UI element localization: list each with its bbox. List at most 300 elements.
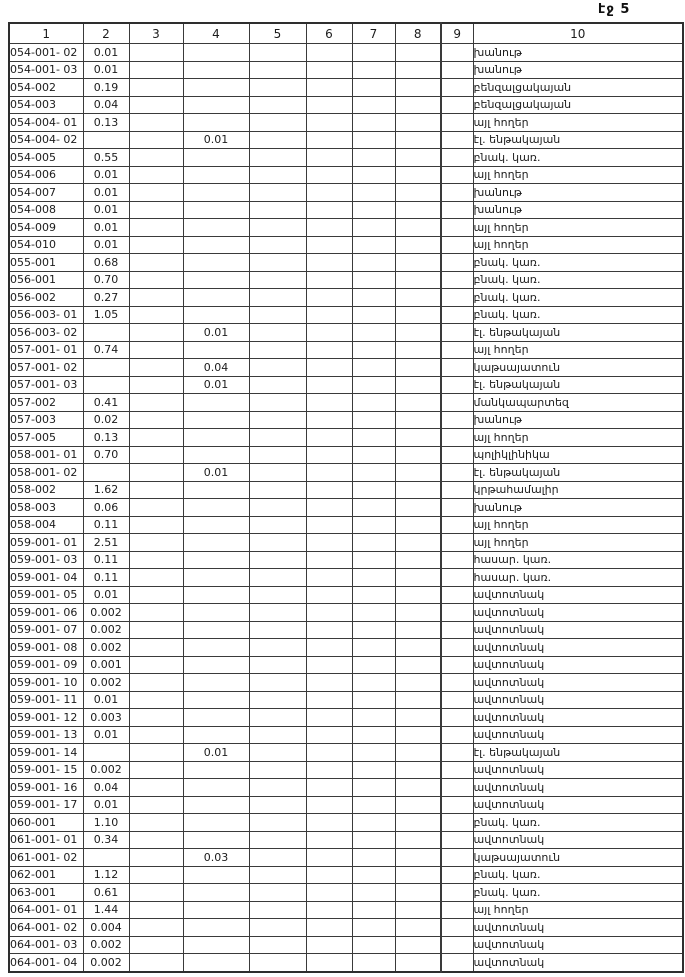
table-cell bbox=[306, 849, 352, 867]
table-cell: խանութ bbox=[473, 61, 683, 79]
table-cell bbox=[306, 709, 352, 727]
table-cell bbox=[441, 149, 473, 167]
table-cell bbox=[306, 604, 352, 622]
table-cell: 057-003 bbox=[9, 411, 83, 429]
table-cell bbox=[352, 866, 395, 884]
table-cell: 059-001- 12 bbox=[9, 709, 83, 727]
table-cell bbox=[183, 236, 249, 254]
table-cell bbox=[395, 709, 441, 727]
table-cell bbox=[441, 411, 473, 429]
table-cell bbox=[129, 831, 183, 849]
table-cell bbox=[395, 254, 441, 272]
table-cell bbox=[352, 761, 395, 779]
table-cell bbox=[352, 604, 395, 622]
table-cell bbox=[352, 901, 395, 919]
table-cell bbox=[352, 499, 395, 517]
table-cell bbox=[352, 446, 395, 464]
table-cell bbox=[395, 691, 441, 709]
table-cell bbox=[249, 79, 306, 97]
table-cell bbox=[83, 464, 129, 482]
table-row bbox=[9, 796, 683, 814]
table-cell bbox=[441, 779, 473, 797]
table-cell bbox=[183, 201, 249, 219]
table-cell: ավտոտնակ bbox=[473, 621, 683, 639]
table-cell bbox=[441, 114, 473, 132]
table-cell bbox=[395, 656, 441, 674]
table-cell: 059-001- 10 bbox=[9, 674, 83, 692]
table-cell: 059-001- 07 bbox=[9, 621, 83, 639]
table-cell bbox=[249, 919, 306, 937]
table-cell: խանութ bbox=[473, 184, 683, 202]
table-cell: 0.01 bbox=[83, 201, 129, 219]
table-cell: բնակ. կառ. bbox=[473, 289, 683, 307]
table-cell bbox=[352, 324, 395, 342]
table-cell: այլ հողեր bbox=[473, 219, 683, 237]
table-cell bbox=[352, 831, 395, 849]
table-cell bbox=[306, 866, 352, 884]
table-cell bbox=[183, 341, 249, 359]
table-cell bbox=[306, 674, 352, 692]
table-cell bbox=[441, 534, 473, 552]
table-cell bbox=[129, 919, 183, 937]
table-cell bbox=[395, 184, 441, 202]
table-cell bbox=[249, 254, 306, 272]
column-header: 10 bbox=[473, 23, 683, 44]
table-cell bbox=[441, 884, 473, 902]
table-cell: ավտոտնակ bbox=[473, 761, 683, 779]
table-cell bbox=[306, 464, 352, 482]
table-cell bbox=[441, 394, 473, 412]
table-cell bbox=[249, 779, 306, 797]
table-cell: 056-003- 02 bbox=[9, 324, 83, 342]
table-cell: 059-001- 17 bbox=[9, 796, 83, 814]
table-cell bbox=[395, 569, 441, 587]
table-cell: 054-003 bbox=[9, 96, 83, 114]
table-row bbox=[9, 936, 683, 954]
table-cell bbox=[249, 709, 306, 727]
table-cell: 061-001- 01 bbox=[9, 831, 83, 849]
table-cell bbox=[352, 569, 395, 587]
table-cell: 0.04 bbox=[83, 779, 129, 797]
table-cell bbox=[249, 44, 306, 62]
table-cell bbox=[441, 761, 473, 779]
table-row bbox=[9, 96, 683, 114]
table-cell bbox=[352, 149, 395, 167]
table-cell bbox=[441, 954, 473, 972]
table-cell bbox=[352, 341, 395, 359]
table-cell bbox=[306, 499, 352, 517]
table-cell bbox=[249, 219, 306, 237]
table-row bbox=[9, 236, 683, 254]
table-cell bbox=[249, 166, 306, 184]
table-cell: ավտոտնակ bbox=[473, 796, 683, 814]
table-cell bbox=[306, 166, 352, 184]
table-cell bbox=[249, 849, 306, 867]
table-cell bbox=[306, 254, 352, 272]
table-cell bbox=[395, 499, 441, 517]
table-cell: ավտոտնակ bbox=[473, 709, 683, 727]
column-header: 5 bbox=[249, 23, 306, 44]
table-cell: էլ. ենթակայան bbox=[473, 131, 683, 149]
table-cell bbox=[183, 254, 249, 272]
table-cell bbox=[306, 131, 352, 149]
table-cell bbox=[129, 446, 183, 464]
table-cell bbox=[352, 814, 395, 832]
table-cell bbox=[249, 639, 306, 657]
table-cell bbox=[183, 219, 249, 237]
table-cell bbox=[306, 744, 352, 762]
table-cell: 0.27 bbox=[83, 289, 129, 307]
table-cell bbox=[352, 184, 395, 202]
table-row bbox=[9, 79, 683, 97]
table-row bbox=[9, 569, 683, 587]
table-cell bbox=[395, 621, 441, 639]
table-cell bbox=[441, 569, 473, 587]
table-cell: 0.04 bbox=[83, 96, 129, 114]
table-cell bbox=[441, 306, 473, 324]
table-row bbox=[9, 534, 683, 552]
table-row bbox=[9, 849, 683, 867]
table-cell bbox=[395, 96, 441, 114]
table-cell bbox=[395, 324, 441, 342]
table-cell bbox=[306, 884, 352, 902]
table-cell bbox=[306, 394, 352, 412]
table-cell bbox=[441, 586, 473, 604]
table-cell: 0.01 bbox=[83, 796, 129, 814]
table-cell: 0.01 bbox=[83, 726, 129, 744]
table-cell: 059-001- 05 bbox=[9, 586, 83, 604]
table-cell bbox=[249, 411, 306, 429]
table-cell bbox=[441, 639, 473, 657]
table-cell bbox=[183, 184, 249, 202]
table-cell: 0.01 bbox=[83, 219, 129, 237]
table-cell bbox=[441, 289, 473, 307]
table-cell bbox=[183, 306, 249, 324]
table-cell bbox=[129, 341, 183, 359]
table-cell bbox=[129, 184, 183, 202]
table-cell bbox=[395, 219, 441, 237]
table-cell bbox=[395, 814, 441, 832]
table-cell bbox=[129, 604, 183, 622]
table-cell bbox=[441, 236, 473, 254]
table-cell bbox=[249, 114, 306, 132]
column-header: 3 bbox=[129, 23, 183, 44]
table-cell bbox=[249, 96, 306, 114]
table-row bbox=[9, 464, 683, 482]
table-cell bbox=[129, 254, 183, 272]
table-cell: բնակ. կառ. bbox=[473, 306, 683, 324]
table-row bbox=[9, 709, 683, 727]
table-cell bbox=[129, 954, 183, 972]
table-cell bbox=[352, 254, 395, 272]
table-cell bbox=[129, 726, 183, 744]
table-cell bbox=[83, 324, 129, 342]
column-header: 4 bbox=[183, 23, 249, 44]
table-cell bbox=[441, 551, 473, 569]
table-cell bbox=[249, 131, 306, 149]
table-cell: 058-001- 02 bbox=[9, 464, 83, 482]
table-cell bbox=[441, 709, 473, 727]
table-cell bbox=[441, 376, 473, 394]
table-cell bbox=[249, 481, 306, 499]
table-cell bbox=[306, 429, 352, 447]
table-cell bbox=[441, 446, 473, 464]
table-cell bbox=[306, 534, 352, 552]
table-cell bbox=[249, 761, 306, 779]
table-cell: 0.002 bbox=[83, 761, 129, 779]
table-cell bbox=[352, 796, 395, 814]
table-cell bbox=[352, 236, 395, 254]
table-cell bbox=[352, 481, 395, 499]
table-cell: 056-003- 01 bbox=[9, 306, 83, 324]
table-cell bbox=[395, 446, 441, 464]
table-cell bbox=[306, 831, 352, 849]
table-cell: խանութ bbox=[473, 44, 683, 62]
table-cell bbox=[183, 796, 249, 814]
table-row bbox=[9, 761, 683, 779]
table-cell bbox=[395, 884, 441, 902]
table-cell bbox=[395, 919, 441, 937]
table-cell bbox=[395, 394, 441, 412]
table-cell bbox=[306, 289, 352, 307]
table-cell bbox=[395, 551, 441, 569]
table-cell bbox=[129, 499, 183, 517]
table-cell bbox=[306, 639, 352, 657]
table-cell: 059-001- 08 bbox=[9, 639, 83, 657]
table-cell: 058-002 bbox=[9, 481, 83, 499]
table-cell bbox=[249, 324, 306, 342]
table-cell: այլ հողեր bbox=[473, 516, 683, 534]
table-cell: 0.34 bbox=[83, 831, 129, 849]
table-cell: կաթսայատուն bbox=[473, 359, 683, 377]
column-header: 9 bbox=[441, 23, 473, 44]
table-cell: 0.01 bbox=[83, 691, 129, 709]
table-cell bbox=[441, 604, 473, 622]
table-cell bbox=[183, 271, 249, 289]
table-cell: 061-001- 02 bbox=[9, 849, 83, 867]
table-cell bbox=[395, 516, 441, 534]
table-cell bbox=[306, 114, 352, 132]
table-cell bbox=[249, 201, 306, 219]
table-cell bbox=[441, 254, 473, 272]
table-cell bbox=[183, 779, 249, 797]
table-cell bbox=[395, 674, 441, 692]
table-cell: 054-007 bbox=[9, 184, 83, 202]
table-cell: 059-001- 14 bbox=[9, 744, 83, 762]
table-row bbox=[9, 429, 683, 447]
table-row bbox=[9, 639, 683, 657]
table-header-row bbox=[9, 23, 683, 44]
table-cell: 054-005 bbox=[9, 149, 83, 167]
table-cell: էլ. ենթակայան bbox=[473, 376, 683, 394]
table-cell bbox=[441, 429, 473, 447]
table-cell: ավտոտնակ bbox=[473, 639, 683, 657]
table-cell bbox=[129, 779, 183, 797]
table-cell bbox=[129, 61, 183, 79]
table-cell bbox=[352, 429, 395, 447]
table-cell: 0.13 bbox=[83, 114, 129, 132]
table-cell bbox=[306, 621, 352, 639]
table-cell bbox=[129, 936, 183, 954]
table-cell: 0.06 bbox=[83, 499, 129, 517]
table-cell bbox=[183, 866, 249, 884]
table-cell bbox=[129, 324, 183, 342]
table-cell bbox=[441, 464, 473, 482]
table-cell bbox=[183, 44, 249, 62]
table-row bbox=[9, 744, 683, 762]
table-cell bbox=[129, 586, 183, 604]
table-cell bbox=[441, 61, 473, 79]
table-cell bbox=[249, 149, 306, 167]
table-cell: 0.01 bbox=[183, 131, 249, 149]
table-cell bbox=[249, 376, 306, 394]
table-cell bbox=[441, 166, 473, 184]
table-cell bbox=[352, 744, 395, 762]
table-cell bbox=[441, 691, 473, 709]
table-cell bbox=[183, 446, 249, 464]
table-row bbox=[9, 779, 683, 797]
table-cell bbox=[306, 79, 352, 97]
table-cell: 0.04 bbox=[183, 359, 249, 377]
table-cell bbox=[249, 586, 306, 604]
table-cell bbox=[441, 919, 473, 937]
table-cell bbox=[183, 604, 249, 622]
table-cell bbox=[183, 534, 249, 552]
table-cell bbox=[249, 726, 306, 744]
table-cell bbox=[395, 761, 441, 779]
table-cell bbox=[395, 901, 441, 919]
table-cell bbox=[306, 324, 352, 342]
table-cell bbox=[183, 61, 249, 79]
table-cell: 054-006 bbox=[9, 166, 83, 184]
table-cell: մանկապարտեզ bbox=[473, 394, 683, 412]
table-cell bbox=[129, 901, 183, 919]
table-row bbox=[9, 691, 683, 709]
table-cell bbox=[395, 236, 441, 254]
table-cell bbox=[306, 219, 352, 237]
table-cell bbox=[183, 481, 249, 499]
table-cell bbox=[129, 866, 183, 884]
table-cell bbox=[249, 831, 306, 849]
table-cell bbox=[306, 569, 352, 587]
table-cell: պոլիկլինիկա bbox=[473, 446, 683, 464]
table-cell bbox=[352, 726, 395, 744]
table-cell: խանութ bbox=[473, 499, 683, 517]
table-cell bbox=[395, 61, 441, 79]
table-cell: 0.001 bbox=[83, 656, 129, 674]
table-cell: 0.01 bbox=[83, 61, 129, 79]
table-cell: 1.05 bbox=[83, 306, 129, 324]
table-cell: ավտոտնակ bbox=[473, 936, 683, 954]
table-cell bbox=[183, 429, 249, 447]
table-cell bbox=[249, 954, 306, 972]
table-cell bbox=[441, 219, 473, 237]
table-cell bbox=[249, 551, 306, 569]
table-cell: 0.002 bbox=[83, 936, 129, 954]
table-cell bbox=[352, 289, 395, 307]
table-cell bbox=[183, 936, 249, 954]
table-cell: 0.01 bbox=[183, 324, 249, 342]
table-cell: բնակ. կառ. bbox=[473, 149, 683, 167]
table-row bbox=[9, 289, 683, 307]
table-cell bbox=[352, 936, 395, 954]
table-cell: 0.03 bbox=[183, 849, 249, 867]
table-cell bbox=[129, 709, 183, 727]
table-cell bbox=[129, 761, 183, 779]
table-cell bbox=[306, 796, 352, 814]
table-cell bbox=[395, 779, 441, 797]
table-cell bbox=[395, 376, 441, 394]
table-cell bbox=[129, 621, 183, 639]
table-cell bbox=[129, 236, 183, 254]
table-cell: բենզալցակայան bbox=[473, 79, 683, 97]
table-cell bbox=[306, 516, 352, 534]
table-cell bbox=[83, 376, 129, 394]
table-cell: 0.11 bbox=[83, 516, 129, 534]
table-cell bbox=[249, 621, 306, 639]
table-cell bbox=[249, 884, 306, 902]
table-cell: 064-001- 02 bbox=[9, 919, 83, 937]
table-cell bbox=[395, 306, 441, 324]
table-cell: այլ հողեր bbox=[473, 166, 683, 184]
table-cell: բենզալցակայան bbox=[473, 96, 683, 114]
table-cell bbox=[395, 289, 441, 307]
table-cell bbox=[352, 709, 395, 727]
table-row bbox=[9, 44, 683, 62]
table-cell bbox=[306, 376, 352, 394]
table-cell bbox=[352, 919, 395, 937]
table-cell: 0.01 bbox=[83, 236, 129, 254]
table-cell: 058-001- 01 bbox=[9, 446, 83, 464]
table-cell: ավտոտնակ bbox=[473, 656, 683, 674]
table-cell bbox=[306, 184, 352, 202]
table-cell: 054-004- 01 bbox=[9, 114, 83, 132]
table-cell: 064-001- 04 bbox=[9, 954, 83, 972]
table-cell bbox=[249, 691, 306, 709]
table-row bbox=[9, 411, 683, 429]
table-cell: 0.41 bbox=[83, 394, 129, 412]
table-cell: 059-001- 03 bbox=[9, 551, 83, 569]
table-cell bbox=[352, 674, 395, 692]
table-cell bbox=[395, 796, 441, 814]
table-cell bbox=[441, 131, 473, 149]
table-cell bbox=[129, 289, 183, 307]
table-cell bbox=[441, 324, 473, 342]
table-cell: այլ հողեր bbox=[473, 114, 683, 132]
table-cell: ավտոտնակ bbox=[473, 919, 683, 937]
table-cell bbox=[183, 691, 249, 709]
table-cell: ավտոտնակ bbox=[473, 586, 683, 604]
table-cell bbox=[306, 901, 352, 919]
table-cell: խանութ bbox=[473, 411, 683, 429]
table-row bbox=[9, 341, 683, 359]
table-row bbox=[9, 359, 683, 377]
table-cell bbox=[183, 761, 249, 779]
table-cell bbox=[395, 481, 441, 499]
table-cell bbox=[183, 166, 249, 184]
table-cell bbox=[441, 481, 473, 499]
table-cell bbox=[249, 604, 306, 622]
table-cell: 0.61 bbox=[83, 884, 129, 902]
table-cell bbox=[249, 429, 306, 447]
table-cell bbox=[306, 96, 352, 114]
table-cell bbox=[352, 201, 395, 219]
table-cell bbox=[183, 411, 249, 429]
table-cell bbox=[441, 936, 473, 954]
table-row bbox=[9, 271, 683, 289]
table-cell: 059-001- 11 bbox=[9, 691, 83, 709]
table-cell bbox=[395, 79, 441, 97]
